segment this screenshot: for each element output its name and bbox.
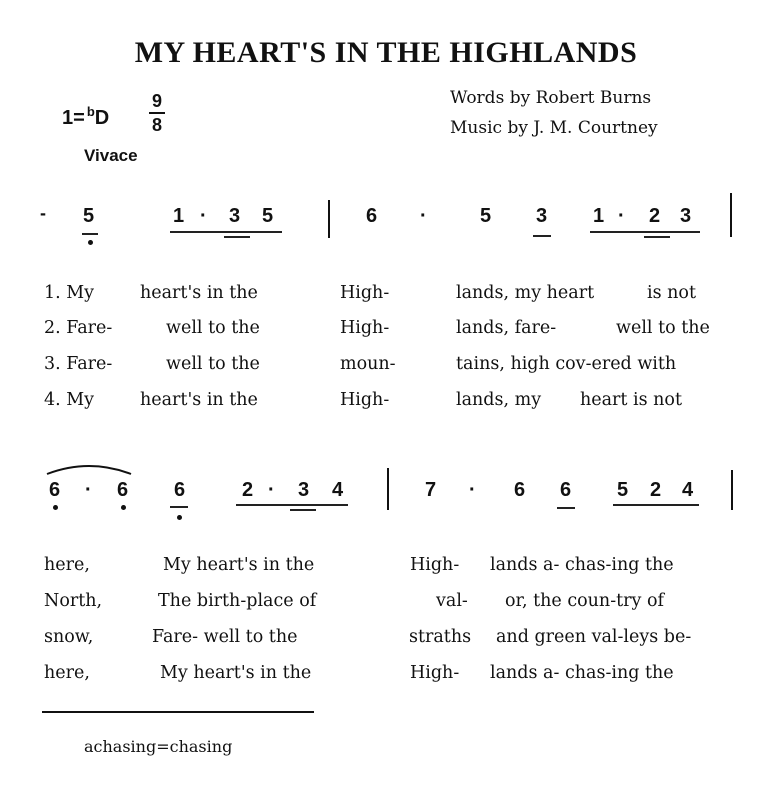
note: 3	[536, 205, 548, 227]
note: 2	[242, 479, 254, 501]
lyric: or, the coun-try of	[505, 591, 664, 611]
key-note: D	[94, 107, 110, 129]
barline	[387, 468, 389, 510]
lyric: lands, my	[456, 390, 542, 410]
lyric: straths	[409, 627, 472, 647]
lyric: High-	[340, 390, 390, 410]
lyric: Fare- well to the	[152, 627, 298, 647]
barline	[731, 470, 733, 510]
song-title: MY HEART'S IN THE HIGHLANDS	[134, 36, 638, 69]
note: 3	[680, 205, 692, 227]
time-signature	[147, 90, 167, 136]
beam	[644, 236, 670, 238]
dot-separator: ·	[618, 205, 625, 227]
lyric: here,	[44, 555, 90, 575]
lyric: moun-	[340, 354, 396, 374]
lyric: tains, high cov-ered with	[456, 354, 677, 374]
note: 4	[332, 479, 344, 501]
low-octave-dot	[53, 505, 58, 510]
lyric: snow,	[44, 627, 94, 647]
time-bottom: 8	[151, 115, 162, 135]
note: 3	[298, 479, 310, 501]
lyric: 4. My	[44, 390, 95, 410]
note: 6	[49, 479, 61, 501]
tempo-marking: Vivace	[84, 146, 138, 165]
barline	[730, 193, 732, 237]
note: 2	[650, 479, 662, 501]
note: 6	[366, 205, 378, 227]
lyric: well to the	[166, 354, 260, 374]
footnote: achasing=chasing	[84, 737, 233, 756]
note: 1	[173, 205, 185, 227]
underline	[82, 233, 98, 235]
key-prefix: 1=	[62, 107, 85, 129]
lyric: lands, my heart	[456, 283, 595, 303]
lyric: My heart's in the	[163, 555, 315, 575]
dot-separator: ·	[200, 205, 207, 227]
slur-tie	[44, 462, 134, 476]
dot-separator: ·	[268, 479, 275, 501]
footnote-rule	[42, 711, 314, 713]
lyric: 1. My	[44, 283, 95, 303]
lyric: North,	[44, 591, 103, 611]
low-octave-dot	[88, 240, 93, 245]
lyric: 2. Fare-	[44, 318, 113, 338]
barline	[328, 200, 330, 238]
lyric: lands, fare-	[456, 318, 557, 338]
music-credit: Music by J. M. Courtney	[450, 118, 658, 138]
flat-sign: b	[86, 104, 95, 119]
key-signature	[62, 104, 109, 130]
lyric: is not	[647, 283, 696, 303]
note: 7	[425, 479, 437, 501]
note: 2	[649, 205, 661, 227]
lyric: 3. Fare-	[44, 354, 113, 374]
time-divider	[149, 112, 165, 114]
lyric: The birth-place of	[158, 591, 317, 611]
lyric: heart's in the	[140, 390, 258, 410]
words-credit: Words by Robert Burns	[450, 88, 652, 108]
lyric: High-	[410, 555, 460, 575]
dot-separator: ·	[85, 479, 92, 501]
note: 6	[117, 479, 129, 501]
lyric: here,	[44, 663, 90, 683]
pickup-dash: -	[40, 203, 46, 223]
note: 5	[83, 205, 95, 227]
dot-separator: ·	[469, 479, 476, 501]
underline	[533, 235, 551, 237]
note: 3	[229, 205, 241, 227]
lyric: well to the	[166, 318, 260, 338]
lyric: High-	[340, 283, 390, 303]
underline	[557, 507, 575, 509]
note: 5	[262, 205, 274, 227]
note: 6	[174, 479, 186, 501]
note: 5	[480, 205, 492, 227]
lyric: heart's in the	[140, 283, 258, 303]
beam	[590, 231, 700, 233]
lyric: My heart's in the	[160, 663, 312, 683]
dot-separator: ·	[420, 205, 427, 227]
beam	[613, 504, 699, 506]
lyric: well to the	[616, 318, 710, 338]
time-top: 9	[151, 91, 162, 111]
note: 4	[682, 479, 694, 501]
low-octave-dot	[177, 515, 182, 520]
lyric: lands a- chas-ing the	[490, 663, 674, 683]
low-octave-dot	[121, 505, 126, 510]
lyric: val-	[436, 591, 468, 611]
note: 5	[617, 479, 629, 501]
underline	[170, 506, 188, 508]
lyric: and green val-leys be-	[496, 627, 692, 647]
beam	[224, 236, 250, 238]
lyric: High-	[340, 318, 390, 338]
beam	[236, 504, 348, 506]
lyric: lands a- chas-ing the	[490, 555, 674, 575]
beam	[290, 509, 316, 511]
lyric: High-	[410, 663, 460, 683]
beam	[170, 231, 282, 233]
note: 6	[560, 479, 572, 501]
note: 6	[514, 479, 526, 501]
note: 1	[593, 205, 605, 227]
lyric: heart is not	[580, 390, 683, 410]
